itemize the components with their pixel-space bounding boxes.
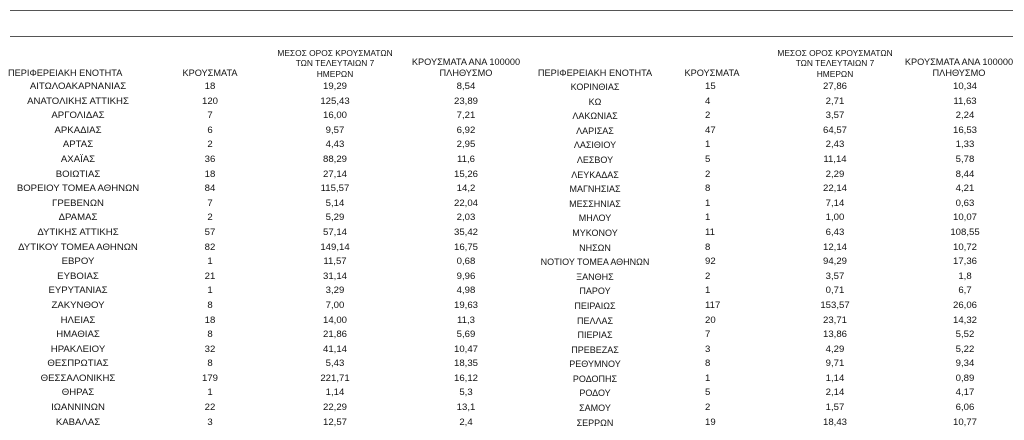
right-region-cell: ΛΑΚΩΝΙΑΣ — [572, 111, 618, 122]
right-avg7-cell: 11,14 — [823, 153, 847, 165]
left-region-cell: ΘΗΡΑΣ — [61, 387, 95, 399]
right-region-cell: ΜΑΓΝΗΣΙΑΣ — [569, 184, 621, 195]
right-per100k-cell: 10,77 — [952, 416, 977, 428]
left-avg7-cell: 5,14 — [325, 197, 345, 209]
right-cases-cell: 47 — [705, 124, 716, 136]
left-region-cell: ΑΧΑΪΑΣ — [60, 153, 96, 165]
header-rule — [10, 36, 1013, 37]
left-per100k-cell: 16,75 — [453, 241, 478, 253]
left-region-cell: ΕΥΒΟΙΑΣ — [57, 270, 99, 282]
table-row — [0, 109, 1024, 124]
right-header-region: ΠΕΡΙΦΕΡΕΙΑΚΗ ΕΝΟΤΗΤΑ — [537, 68, 653, 78]
left-avg7-cell: 1,14 — [325, 387, 345, 399]
right-cases-cell: 11 — [705, 226, 715, 238]
right-per100k-cell: 14,32 — [952, 314, 977, 326]
right-cases-cell: 2 — [705, 168, 711, 180]
table-row — [0, 416, 1024, 431]
right-region-cell: ΝΟΤΙΟΥ ΤΟΜΕΑ ΑΘΗΝΩΝ — [540, 257, 650, 268]
right-avg7-cell: 22,14 — [822, 183, 847, 195]
right-avg7-cell: 23,71 — [822, 314, 847, 326]
right-cases-cell: 117 — [705, 299, 721, 311]
right-cases-cell: 92 — [705, 256, 716, 268]
table-row — [0, 138, 1024, 153]
right-per100k-cell: 10,34 — [952, 81, 977, 92]
right-per100k-cell: 1,8 — [958, 270, 972, 282]
left-cases-cell: 82 — [204, 241, 216, 253]
right-region-cell: ΡΕΘΥΜΝΟΥ — [569, 359, 621, 370]
left-header-avg7: ΜΕΣΟΣ ΟΡΟΣ ΚΡΟΥΣΜΑΤΩΝ ΤΩΝ ΤΕΛΕΥΤΑΙΩΝ 7 ΗΜΕΡΩΝ — [277, 47, 393, 79]
right-cases-cell: 15 — [705, 81, 716, 92]
left-per100k-cell: 2,95 — [456, 139, 476, 151]
left-per100k-cell: 35,42 — [453, 226, 478, 238]
right-per100k-cell: 6,06 — [955, 402, 975, 414]
left-cases-cell: 2 — [207, 139, 213, 151]
left-per100k-cell: 11,6 — [457, 153, 475, 165]
right-cases-cell: 8 — [705, 358, 711, 370]
right-avg7-cell: 3,57 — [825, 270, 845, 282]
left-cases-cell: 2 — [207, 212, 213, 224]
left-region-cell: ΔΡΑΜΑΣ — [58, 212, 98, 224]
left-per100k-cell: 15,26 — [453, 168, 478, 180]
left-cases-cell: 1 — [207, 285, 213, 297]
right-header-per100k: ΚΡΟΥΣΜΑΤΑ ΑΝΑ 100000 ΠΛΗΘΥΣΜΟ — [904, 57, 1014, 78]
right-cases-cell: 2 — [705, 402, 711, 414]
right-cases-cell: 2 — [705, 110, 711, 122]
left-cases-cell: 6 — [207, 124, 213, 136]
left-cases-cell: 57 — [204, 226, 216, 238]
right-cases-cell: 8 — [705, 241, 711, 253]
left-per100k-cell: 4,98 — [456, 285, 476, 297]
right-region-cell: ΛΑΡΙΣΑΣ — [576, 125, 614, 136]
right-per100k-cell: 5,22 — [955, 343, 975, 355]
left-avg7-cell: 115,57 — [320, 183, 350, 195]
left-per100k-cell: 19,63 — [453, 299, 478, 311]
right-cases-cell: 20 — [705, 314, 716, 326]
left-cases-cell: 120 — [201, 95, 218, 107]
left-avg7-cell: 11,57 — [323, 256, 347, 268]
table-row — [0, 284, 1024, 299]
left-avg7-cell: 41,14 — [322, 343, 347, 355]
table-row — [0, 182, 1024, 197]
right-region-cell: ΛΕΣΒΟΥ — [576, 154, 614, 165]
right-cases-cell: 5 — [705, 153, 711, 165]
left-region-cell: ΑΡΚΑΔΙΑΣ — [54, 124, 102, 136]
right-per100k-cell: 5,52 — [955, 329, 975, 341]
right-region-cell: ΠΕΛΛΑΣ — [576, 315, 614, 326]
table-row — [0, 357, 1024, 372]
left-region-cell: ΘΕΣΣΑΛΟΝΙΚΗΣ — [40, 372, 116, 384]
right-avg7-cell: 12,14 — [822, 241, 847, 253]
left-per100k-cell: 7,21 — [456, 110, 476, 122]
left-region-cell: ΕΒΡΟΥ — [61, 256, 95, 268]
right-region-cell: ΚΟΡΙΝΘΙΑΣ — [570, 82, 620, 92]
right-avg7-cell: 7,14 — [825, 197, 845, 209]
left-avg7-cell: 21,86 — [322, 329, 347, 341]
left-region-cell: ΔΥΤΙΚΗΣ ΑΤΤΙΚΗΣ — [37, 226, 119, 238]
right-cases-cell: 1 — [705, 372, 711, 384]
right-per100k-cell: 9,34 — [955, 358, 975, 370]
right-avg7-cell: 1,14 — [825, 372, 845, 384]
right-header-avg7: ΜΕΣΟΣ ΟΡΟΣ ΚΡΟΥΣΜΑΤΩΝ ΤΩΝ ΤΕΛΕΥΤΑΙΩΝ 7 ΗΜΕΡΩΝ — [777, 47, 893, 79]
left-per100k-cell: 16,12 — [453, 372, 478, 384]
left-cases-cell: 22 — [204, 402, 216, 414]
table-row — [0, 124, 1024, 139]
right-cases-cell: 8 — [705, 183, 711, 195]
left-avg7-cell: 5,43 — [325, 358, 345, 370]
left-avg7-cell: 57,14 — [322, 226, 347, 238]
left-cases-cell: 1 — [207, 256, 213, 268]
table-row — [0, 372, 1024, 387]
right-avg7-cell: 2,71 — [825, 95, 845, 107]
right-per100k-cell: 4,21 — [955, 183, 975, 195]
table-row — [0, 168, 1024, 183]
left-region-cell: ΕΥΡΥΤΑΝΙΑΣ — [48, 285, 108, 297]
right-region-cell: ΠΕΙΡΑΙΩΣ — [574, 300, 616, 311]
right-per100k-cell: 0,89 — [955, 372, 975, 384]
left-per100k-cell: 5,3 — [459, 387, 473, 399]
left-region-cell: ΔΥΤΙΚΟΥ ΤΟΜΕΑ ΑΘΗΝΩΝ — [18, 241, 138, 253]
right-per100k-cell: 1,33 — [955, 139, 975, 151]
table-row — [0, 241, 1024, 256]
left-avg7-cell: 31,14 — [322, 270, 347, 282]
table-row — [0, 211, 1024, 226]
left-region-cell: ΒΟΡΕΙΟΥ ΤΟΜΕΑ ΑΘΗΝΩΝ — [16, 183, 140, 195]
right-per100k-cell: 17,36 — [952, 256, 977, 268]
table-body — [0, 80, 1024, 430]
left-per100k-cell: 22,04 — [453, 197, 478, 209]
left-avg7-cell: 5,29 — [325, 212, 345, 224]
right-region-cell: ΠΡΕΒΕΖΑΣ — [571, 344, 619, 355]
left-per100k-cell: 18,35 — [453, 358, 478, 370]
right-avg7-cell: 1,00 — [825, 212, 845, 224]
right-avg7-cell: 2,29 — [825, 168, 845, 180]
right-cases-cell: 1 — [705, 197, 711, 209]
left-per100k-cell: 2,03 — [456, 212, 476, 224]
right-avg7-cell: 6,43 — [825, 226, 845, 238]
left-region-cell: ΑΡΤΑΣ — [62, 139, 94, 151]
left-avg7-cell: 16,00 — [322, 110, 347, 122]
left-avg7-cell: 9,57 — [325, 124, 345, 136]
right-cases-cell: 4 — [705, 95, 711, 107]
right-per100k-cell: 5,78 — [955, 153, 975, 165]
left-per100k-cell: 6,92 — [456, 124, 476, 136]
left-avg7-cell: 14,00 — [322, 314, 347, 326]
right-per100k-cell: 108,55 — [950, 226, 980, 238]
table-row — [0, 401, 1024, 416]
right-region-cell: ΜΗΛΟΥ — [578, 213, 612, 224]
left-header-region: ΠΕΡΙΦΕΡΕΙΑΚΗ ΕΝΟΤΗΤΑ — [8, 68, 123, 78]
right-avg7-cell: 1,57 — [825, 402, 845, 414]
left-cases-cell: 8 — [207, 358, 213, 370]
right-avg7-cell: 153,57 — [820, 299, 850, 311]
right-avg7-cell: 18,43 — [822, 416, 847, 428]
left-per100k-cell: 13,1 — [456, 402, 476, 414]
left-region-cell: ΗΡΑΚΛΕΙΟΥ — [50, 343, 106, 355]
left-cases-cell: 8 — [207, 299, 213, 311]
right-avg7-cell: 2,14 — [825, 387, 845, 399]
right-cases-cell: 19 — [705, 416, 716, 428]
right-cases-cell: 1 — [705, 212, 711, 224]
left-cases-cell: 18 — [204, 81, 216, 92]
table-row — [0, 386, 1024, 401]
right-region-cell: ΡΟΔΟΠΗΣ — [572, 373, 618, 384]
left-region-cell: ΒΟΙΩΤΙΑΣ — [55, 168, 101, 180]
table-row — [0, 80, 1024, 95]
left-region-cell: ΑΝΑΤΟΛΙΚΗΣ ΑΤΤΙΚΗΣ — [27, 95, 129, 107]
right-region-cell: ΜΕΣΣΗΝΙΑΣ — [569, 198, 621, 209]
left-avg7-cell: 3,29 — [325, 285, 345, 297]
right-per100k-cell: 4,17 — [955, 387, 975, 399]
right-per100k-cell: 11,63 — [953, 95, 977, 107]
left-per100k-cell: 9,96 — [456, 270, 476, 282]
right-per100k-cell: 26,06 — [952, 299, 977, 311]
right-region-cell: ΛΕΥΚΑΔΑΣ — [571, 169, 619, 180]
left-cases-cell: 36 — [204, 153, 216, 165]
right-per100k-cell: 8,44 — [955, 168, 975, 180]
right-per100k-cell: 2,24 — [955, 110, 975, 122]
left-cases-cell: 18 — [204, 168, 216, 180]
right-region-cell: ΠΑΡΟΥ — [579, 286, 611, 297]
right-region-cell: ΣΑΜΟΥ — [579, 403, 611, 414]
left-cases-cell: 32 — [204, 343, 216, 355]
table-row — [0, 270, 1024, 285]
right-avg7-cell: 94,29 — [822, 256, 847, 268]
left-per100k-cell: 11,3 — [457, 314, 475, 326]
right-cases-cell: 2 — [705, 270, 711, 282]
left-avg7-cell: 221,71 — [320, 372, 350, 384]
right-region-cell: ΜΥΚΟΝΟΥ — [572, 227, 618, 238]
right-avg7-cell: 64,57 — [822, 124, 847, 136]
left-avg7-cell: 7,00 — [325, 299, 345, 311]
right-cases-cell: 1 — [705, 285, 711, 297]
right-per100k-cell: 6,7 — [958, 285, 972, 297]
left-cases-cell: 179 — [201, 372, 218, 384]
right-region-cell: ΠΙΕΡΙΑΣ — [577, 330, 613, 341]
right-cases-cell: 7 — [705, 329, 711, 341]
left-per100k-cell: 5,69 — [456, 329, 476, 341]
left-avg7-cell: 22,29 — [322, 402, 347, 414]
left-cases-cell: 8 — [207, 329, 213, 341]
left-region-cell: ΘΕΣΠΡΩΤΙΑΣ — [47, 358, 109, 370]
left-region-cell: ΗΜΑΘΙΑΣ — [56, 329, 100, 341]
right-avg7-cell: 2,43 — [825, 139, 845, 151]
left-cases-cell: 3 — [207, 416, 213, 428]
left-cases-cell: 1 — [207, 387, 213, 399]
right-cases-cell: 5 — [705, 387, 711, 399]
table-row — [0, 197, 1024, 212]
right-cases-cell: 1 — [705, 139, 711, 151]
table-row — [0, 314, 1024, 329]
left-cases-cell: 21 — [204, 270, 216, 282]
right-avg7-cell: 4,29 — [825, 343, 845, 355]
right-avg7-cell: 3,57 — [825, 110, 845, 122]
table-row — [0, 95, 1024, 110]
left-avg7-cell: 125,43 — [320, 95, 350, 107]
left-region-cell: ΑΙΤΩΛΟΑΚΑΡΝΑΝΙΑΣ — [29, 81, 127, 92]
left-cases-cell: 7 — [207, 197, 213, 209]
left-per100k-cell: 8,54 — [456, 81, 476, 92]
right-region-cell: ΣΕΡΡΩΝ — [576, 417, 614, 428]
right-avg7-cell: 9,71 — [825, 358, 845, 370]
right-region-cell: ΚΩ — [588, 96, 602, 107]
left-avg7-cell: 4,43 — [325, 139, 345, 151]
right-region-cell: ΞΑΝΘΗΣ — [576, 271, 614, 282]
left-per100k-cell: 0,68 — [456, 256, 476, 268]
right-avg7-cell: 13,86 — [822, 329, 847, 341]
left-per100k-cell: 2,4 — [459, 416, 473, 428]
left-per100k-cell: 23,89 — [453, 95, 478, 107]
left-cases-cell: 18 — [204, 314, 216, 326]
left-per100k-cell: 10,47 — [453, 343, 478, 355]
table-row — [0, 226, 1024, 241]
right-region-cell: ΝΗΣΩΝ — [579, 242, 611, 253]
top-rule — [10, 10, 1013, 11]
right-per100k-cell: 10,07 — [952, 212, 977, 224]
left-avg7-cell: 27,14 — [322, 168, 347, 180]
left-header-per100k: ΚΡΟΥΣΜΑΤΑ ΑΝΑ 100000 ΠΛΗΘΥΣΜΟ — [411, 57, 521, 78]
left-region-cell: ΗΛΕΙΑΣ — [60, 314, 96, 326]
right-region-cell: ΡΟΔΟΥ — [579, 388, 611, 399]
right-per100k-cell: 0,63 — [955, 197, 975, 209]
left-avg7-cell: 88,29 — [322, 153, 347, 165]
left-cases-cell: 7 — [207, 110, 213, 122]
right-cases-cell: 3 — [705, 343, 711, 355]
left-region-cell: ΑΡΓΟΛΙΔΑΣ — [51, 110, 105, 122]
left-cases-cell: 84 — [204, 183, 216, 195]
right-per100k-cell: 10,72 — [952, 241, 977, 253]
table-row — [0, 328, 1024, 343]
right-region-cell: ΛΑΣΙΘΙΟΥ — [573, 140, 617, 151]
table-row — [0, 343, 1024, 358]
left-per100k-cell: 14,2 — [456, 183, 476, 195]
left-header-cases: ΚΡΟΥΣΜΑΤΑ — [182, 68, 238, 78]
table-row — [0, 255, 1024, 270]
right-per100k-cell: 16,53 — [952, 124, 977, 136]
left-avg7-cell: 149,14 — [320, 241, 350, 253]
left-region-cell: ΙΩΑΝΝΙΝΩΝ — [51, 402, 105, 414]
left-region-cell: ΓΡΕΒΕΝΩΝ — [52, 197, 104, 209]
left-region-cell: ΖΑΚΥΝΘΟΥ — [51, 299, 105, 311]
right-avg7-cell: 27,86 — [822, 81, 847, 92]
table-row — [0, 153, 1024, 168]
left-region-cell: ΚΑΒΑΛΑΣ — [55, 416, 101, 428]
right-avg7-cell: 0,71 — [825, 285, 845, 297]
left-avg7-cell: 12,57 — [322, 416, 347, 428]
table-row — [0, 299, 1024, 314]
right-header-cases: ΚΡΟΥΣΜΑΤΑ — [684, 68, 740, 78]
left-avg7-cell: 19,29 — [322, 81, 347, 92]
